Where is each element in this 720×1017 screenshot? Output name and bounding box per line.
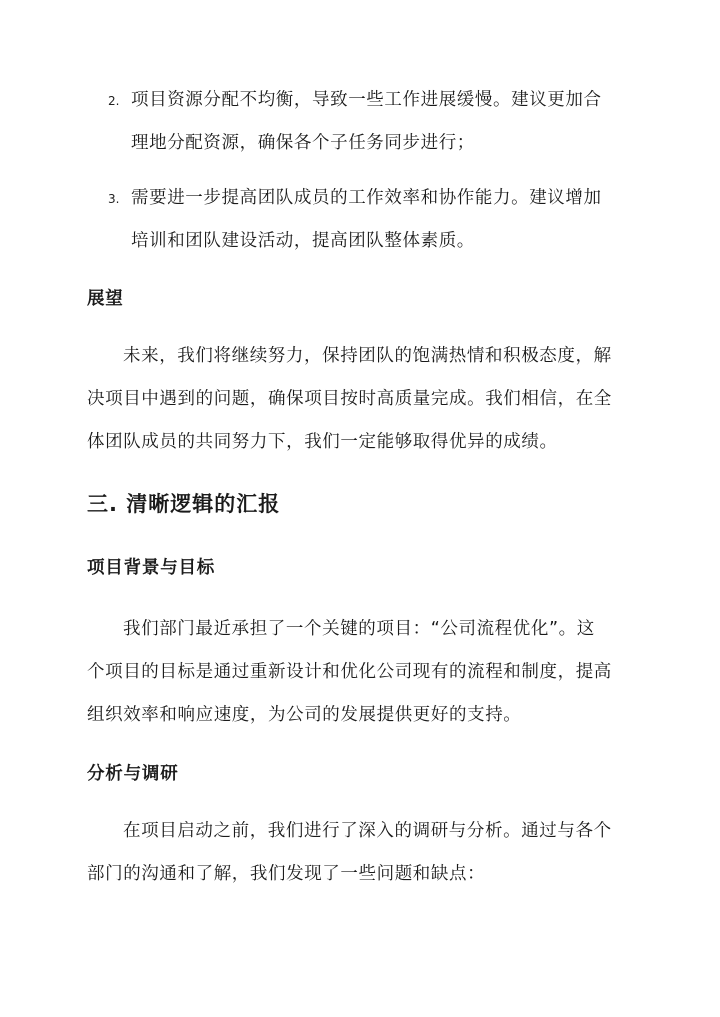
list-number: 2. bbox=[108, 94, 120, 108]
paragraph-line: 未来，我们将继续努力，保持团队的饱满热情和积极态度，解 bbox=[123, 346, 612, 366]
subsection-heading-background: 项目背景与目标 bbox=[87, 558, 216, 578]
subsection-heading-analysis: 分析与调研 bbox=[87, 764, 179, 784]
list-number: 3. bbox=[108, 192, 120, 206]
list-item-text: 理地分配资源，确保各个子任务同步进行； bbox=[131, 133, 475, 153]
paragraph-line: 部门的沟通和了解，我们发现了一些问题和缺点： bbox=[87, 864, 486, 884]
paragraph-line: 个项目的目标是通过重新设计和优化公司现有的流程和制度，提高 bbox=[87, 662, 612, 682]
paragraph-line: 在项目启动之前，我们进行了深入的调研与分析。通过与各个 bbox=[123, 821, 612, 841]
paragraph-line: 我们部门最近承担了一个关键的项目：“公司流程优化”。这 bbox=[123, 619, 595, 639]
list-item-text: 需要进一步提高团队成员的工作效率和协作能力。建议增加 bbox=[131, 188, 602, 208]
section-heading-outlook: 展望 bbox=[87, 289, 124, 309]
list-item-text: 项目资源分配不均衡，导致一些工作进展缓慢。建议更加合 bbox=[131, 90, 602, 110]
list-item-text: 培训和团队建设活动，提高团队整体素质。 bbox=[131, 231, 475, 251]
section-title: 三. 清晰逻辑的汇报 bbox=[87, 492, 281, 516]
paragraph-line: 组织效率和响应速度，为公司的发展提供更好的支持。 bbox=[87, 705, 522, 725]
paragraph-line: 决项目中遇到的问题，确保项目按时高质量完成。我们相信，在全 bbox=[87, 389, 612, 409]
paragraph-line: 体团队成员的共同努力下，我们一定能够取得优异的成绩。 bbox=[87, 432, 558, 452]
